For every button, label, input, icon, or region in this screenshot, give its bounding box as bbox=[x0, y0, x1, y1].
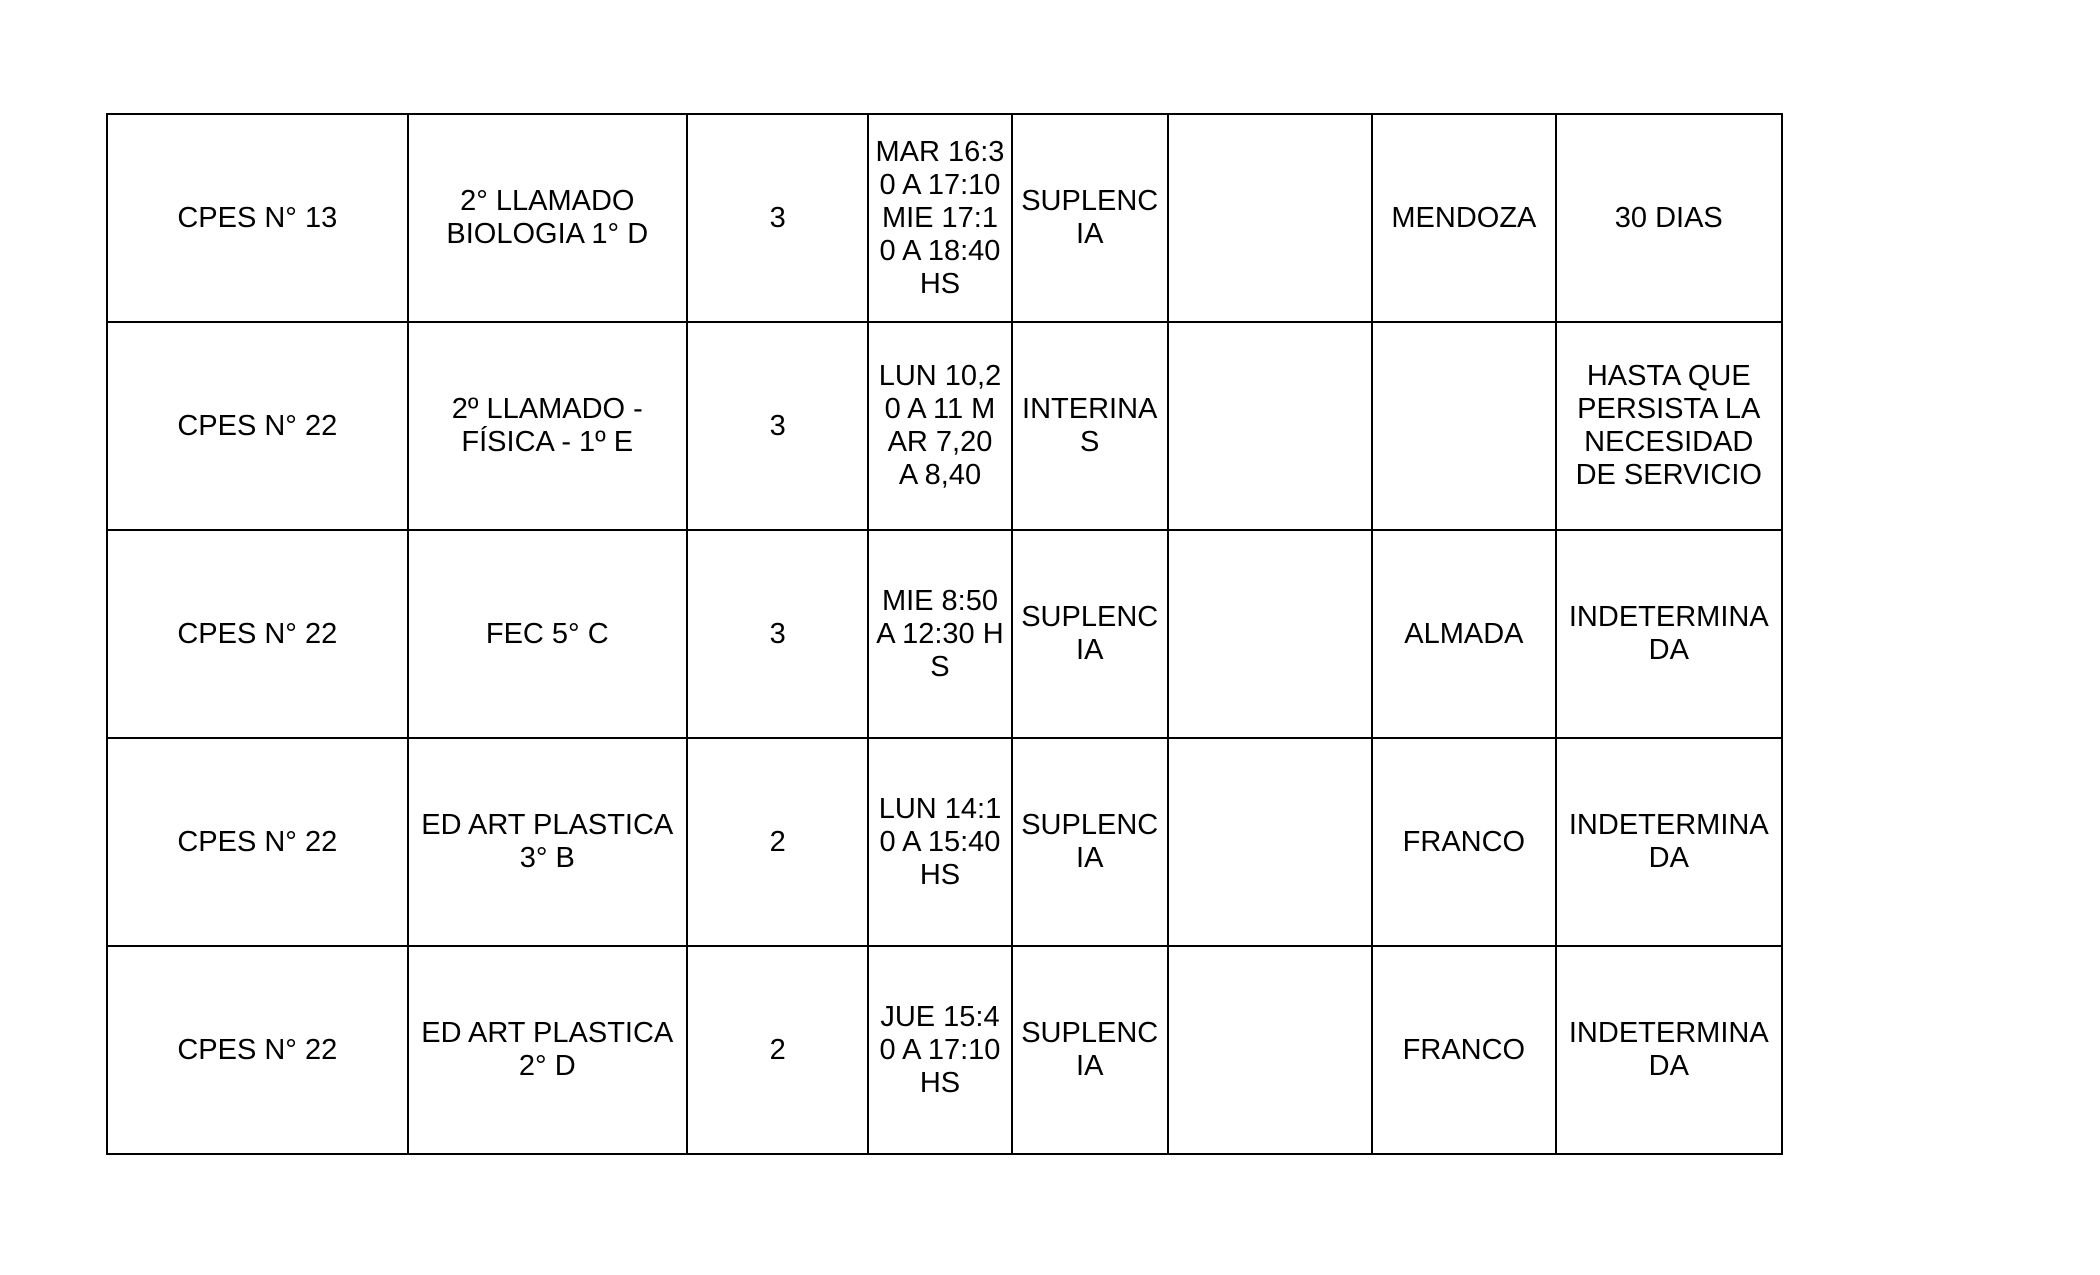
duration-cell: INDETERMINADA bbox=[1556, 946, 1782, 1154]
course-cell: 2º LLAMADO - FÍSICA - 1º E bbox=[408, 322, 688, 530]
schedule-cell: LUN 14:10 A 15:40 HS bbox=[868, 738, 1011, 946]
empty-cell bbox=[1168, 322, 1372, 530]
institution-cell: CPES N° 22 bbox=[107, 530, 408, 738]
institution-cell: CPES N° 13 bbox=[107, 114, 408, 322]
type-cell: SUPLENCIA bbox=[1012, 114, 1168, 322]
teacher-cell: MENDOZA bbox=[1372, 114, 1555, 322]
empty-cell bbox=[1168, 946, 1372, 1154]
course-cell: FEC 5° C bbox=[408, 530, 688, 738]
teacher-cell: FRANCO bbox=[1372, 738, 1555, 946]
type-cell: SUPLENCIA bbox=[1012, 946, 1168, 1154]
teacher-cell: ALMADA bbox=[1372, 530, 1555, 738]
table-row bbox=[107, 738, 1782, 946]
table-row bbox=[107, 322, 1782, 530]
empty-cell bbox=[1168, 738, 1372, 946]
duration-cell: HASTA QUE PERSISTA LA NECESIDAD DE SERVICIO bbox=[1556, 322, 1782, 530]
institution-cell: CPES N° 22 bbox=[107, 738, 408, 946]
schedule-cell: JUE 15:40 A 17:10 HS bbox=[868, 946, 1011, 1154]
type-cell: INTERINAS bbox=[1012, 322, 1168, 530]
hours-cell: 3 bbox=[687, 530, 868, 738]
institution-cell: CPES N° 22 bbox=[107, 946, 408, 1154]
schedule-cell: LUN 10,20 A 11 MAR 7,20 A 8,40 bbox=[868, 322, 1011, 530]
empty-cell bbox=[1168, 114, 1372, 322]
vacancies-table bbox=[106, 113, 1783, 1155]
institution-cell: CPES N° 22 bbox=[107, 322, 408, 530]
course-cell: ED ART PLASTICA 2° D bbox=[408, 946, 688, 1154]
hours-cell: 2 bbox=[687, 946, 868, 1154]
schedule-cell: MIE 8:50 A 12:30 HS bbox=[868, 530, 1011, 738]
table-row bbox=[107, 946, 1782, 1154]
duration-cell: INDETERMINADA bbox=[1556, 738, 1782, 946]
table-row bbox=[107, 114, 1782, 322]
type-cell: SUPLENCIA bbox=[1012, 738, 1168, 946]
course-cell: 2° LLAMADO BIOLOGIA 1° D bbox=[408, 114, 688, 322]
table-row bbox=[107, 530, 1782, 738]
teacher-cell bbox=[1372, 322, 1555, 530]
hours-cell: 3 bbox=[687, 114, 868, 322]
schedule-cell: MAR 16:30 A 17:10 MIE 17:10 A 18:40 HS bbox=[868, 114, 1011, 322]
empty-cell bbox=[1168, 530, 1372, 738]
hours-cell: 3 bbox=[687, 322, 868, 530]
type-cell: SUPLENCIA bbox=[1012, 530, 1168, 738]
course-cell: ED ART PLASTICA 3° B bbox=[408, 738, 688, 946]
hours-cell: 2 bbox=[687, 738, 868, 946]
duration-cell: 30 DIAS bbox=[1556, 114, 1782, 322]
duration-cell: INDETERMINADA bbox=[1556, 530, 1782, 738]
teacher-cell: FRANCO bbox=[1372, 946, 1555, 1154]
